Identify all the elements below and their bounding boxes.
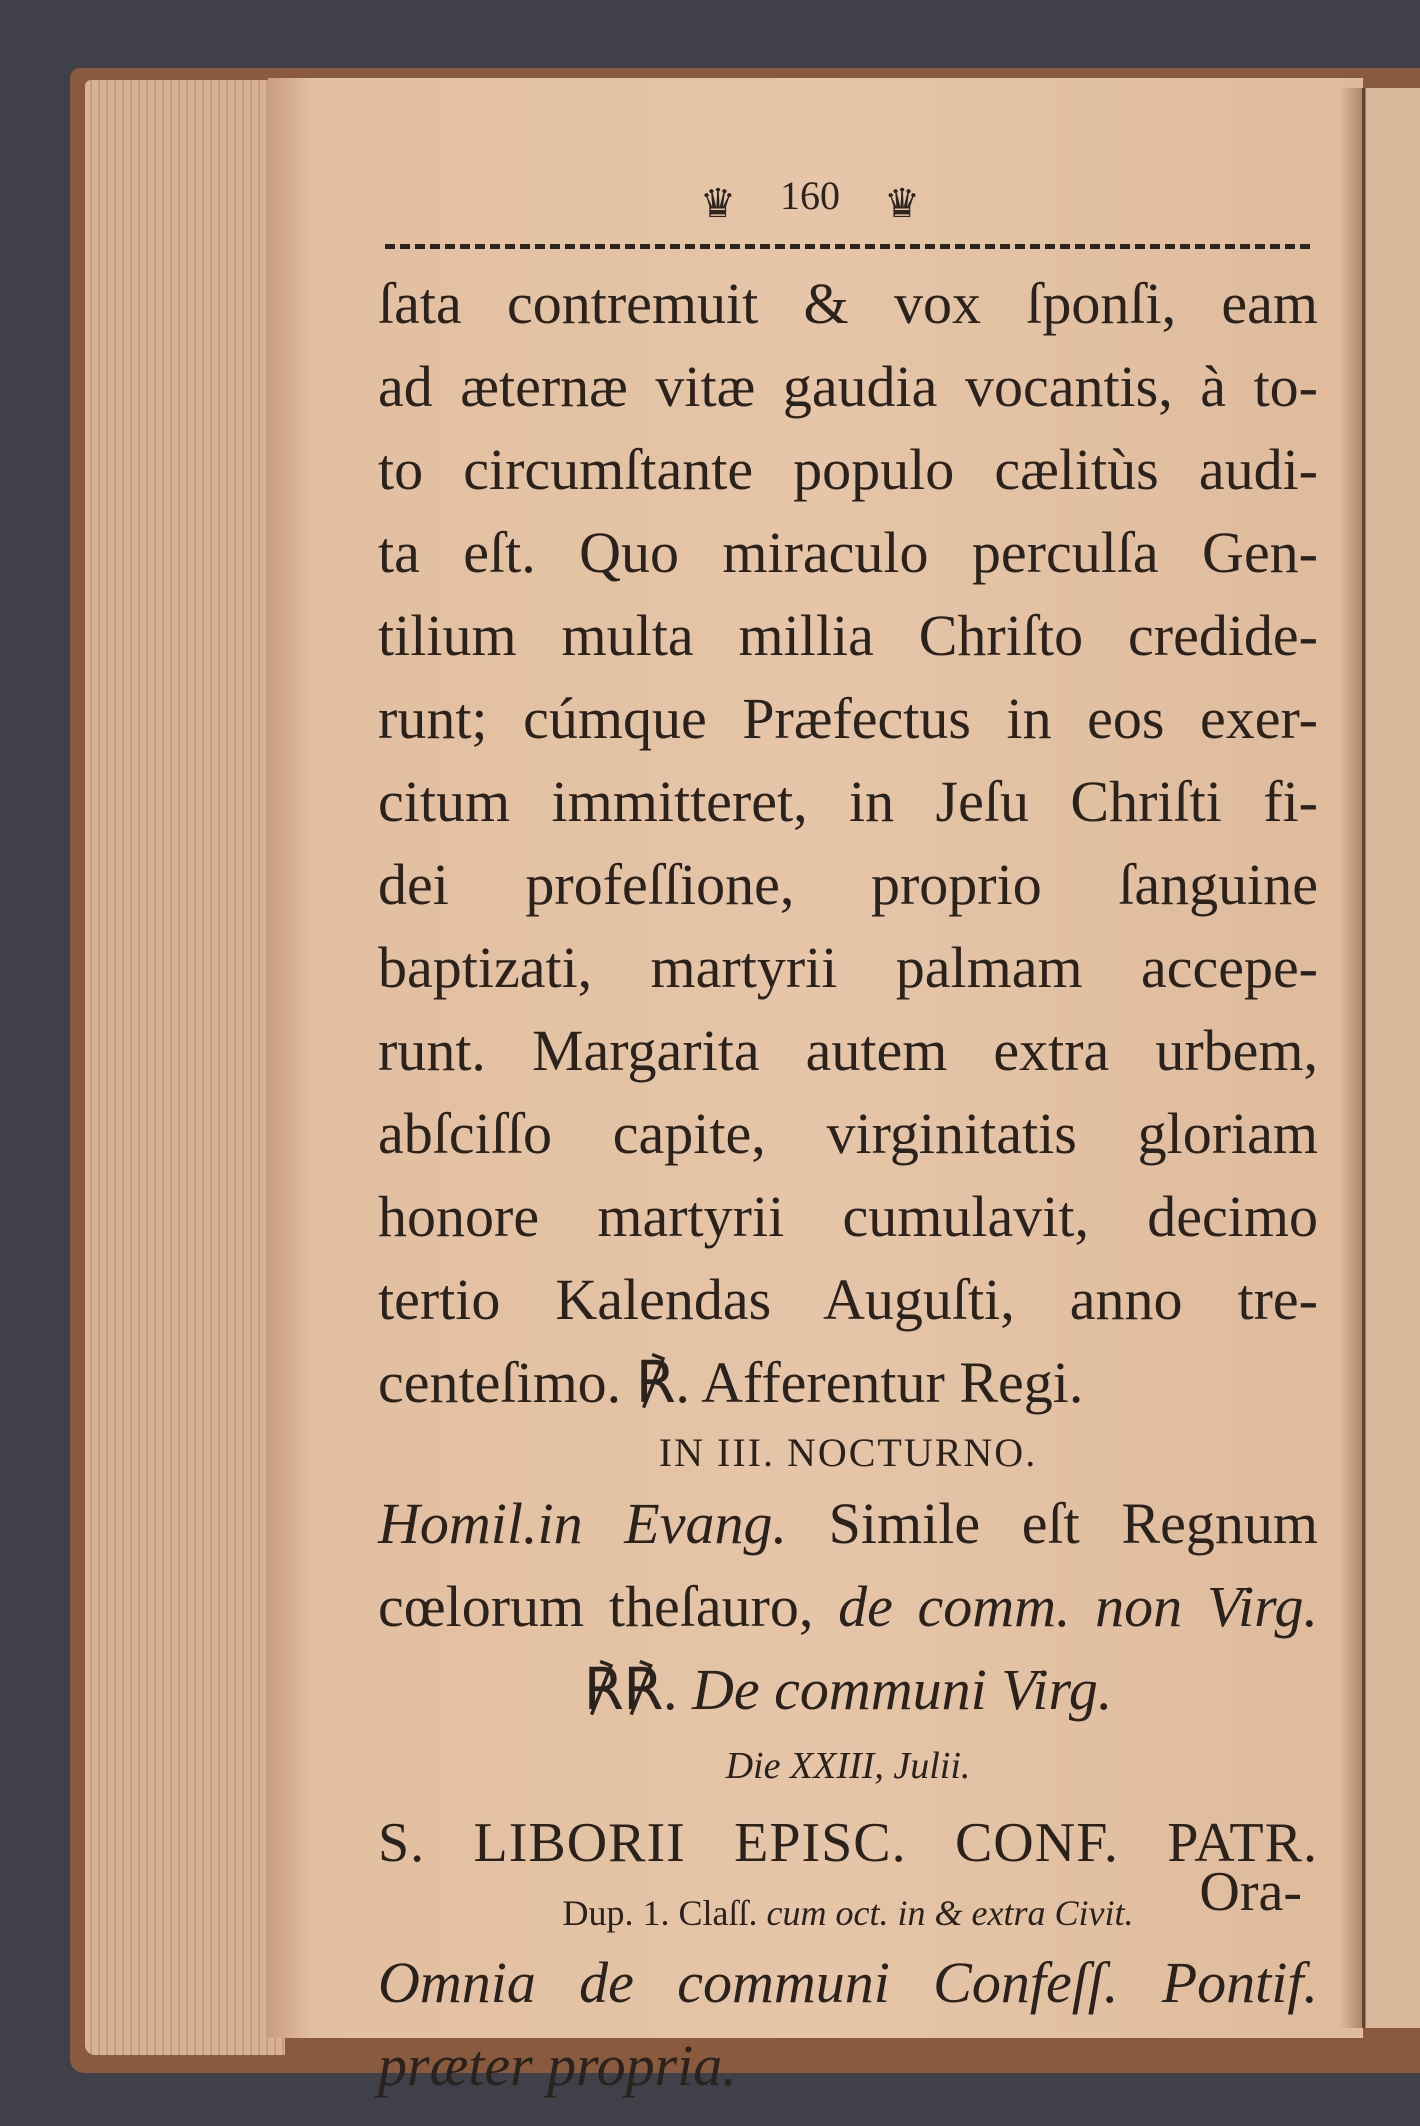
text-line: to circumſtante populo cælitùs audi- — [378, 437, 1318, 502]
page-text — [378, 262, 1318, 2107]
text-line: abſciſſo capite, virginitatis gloriam — [378, 1101, 1318, 1166]
text-line: runt. Margarita autem extra urbem, — [378, 1018, 1318, 1083]
fleur-ornament-icon: ♛ — [884, 181, 920, 226]
feast-title: S. LIBORII EPISC. CONF. PATR. — [378, 1812, 1318, 1874]
text-line: citum immitteret, in Jeſu Chriſti fi- — [378, 769, 1318, 834]
facing-page-edge — [1362, 88, 1420, 2028]
responsory-sign: ℟℟. — [583, 1657, 692, 1722]
rubric-line: præter propria. — [378, 2033, 737, 2098]
page-number: 160 — [780, 173, 840, 218]
homily-rubric: de comm. non Virg. — [838, 1574, 1319, 1639]
homily-line — [378, 1482, 1318, 1565]
page-header — [700, 172, 920, 232]
gutter-shadow — [1340, 88, 1366, 2028]
text-line: ſata contremuit & vox ſponſi, eam — [378, 271, 1318, 336]
fleur-ornament-icon: ♛ — [700, 181, 736, 226]
feast-date: Die XXIII, Julii. — [725, 1745, 971, 1787]
responsory-text: De communi Virg. — [691, 1657, 1113, 1722]
text-line: tertio Kalendas Auguſti, anno tre- — [378, 1267, 1318, 1332]
nocturn-heading: IN III. NOCTURNO. — [658, 1430, 1038, 1475]
homily-source: Homil.in Evang. — [378, 1491, 787, 1556]
rank-text: Dup. 1. Claſſ. — [562, 1893, 767, 1933]
header-rule — [385, 244, 1310, 249]
text-line: ad æternæ vitæ gaudia vocantis, à to- — [378, 354, 1318, 419]
homily-text: Simile eſt Regnum — [786, 1491, 1318, 1556]
feast-rank — [378, 1885, 1318, 1941]
text-line: dei profeſſione, proprio ſanguine — [378, 852, 1318, 917]
responsory-line — [378, 1648, 1318, 1731]
text-line: tilium multa millia Chriſto credide- — [378, 603, 1318, 668]
text-line: baptizati, martyrii palmam accepe- — [378, 935, 1318, 1000]
homily-text: cœlorum theſauro, — [378, 1574, 839, 1639]
page-edges — [85, 80, 285, 2055]
catchword: Ora- — [1199, 1861, 1302, 1923]
text-line: ta eſt. Quo miraculo perculſa Gen- — [378, 520, 1318, 585]
text-line: centeſimo. ℟. Afferentur Regi. — [378, 1350, 1084, 1415]
text-line: runt; cúmque Præfectus in eos exer- — [378, 686, 1318, 751]
rubric-line: Omnia de communi Confeſſ. Pontif. — [378, 1950, 1318, 2015]
text-line: honore martyrii cumulavit, decimo — [378, 1184, 1318, 1249]
homily-line — [378, 1565, 1318, 1648]
rank-rubric: cum oct. in & extra Civit. — [766, 1893, 1134, 1933]
